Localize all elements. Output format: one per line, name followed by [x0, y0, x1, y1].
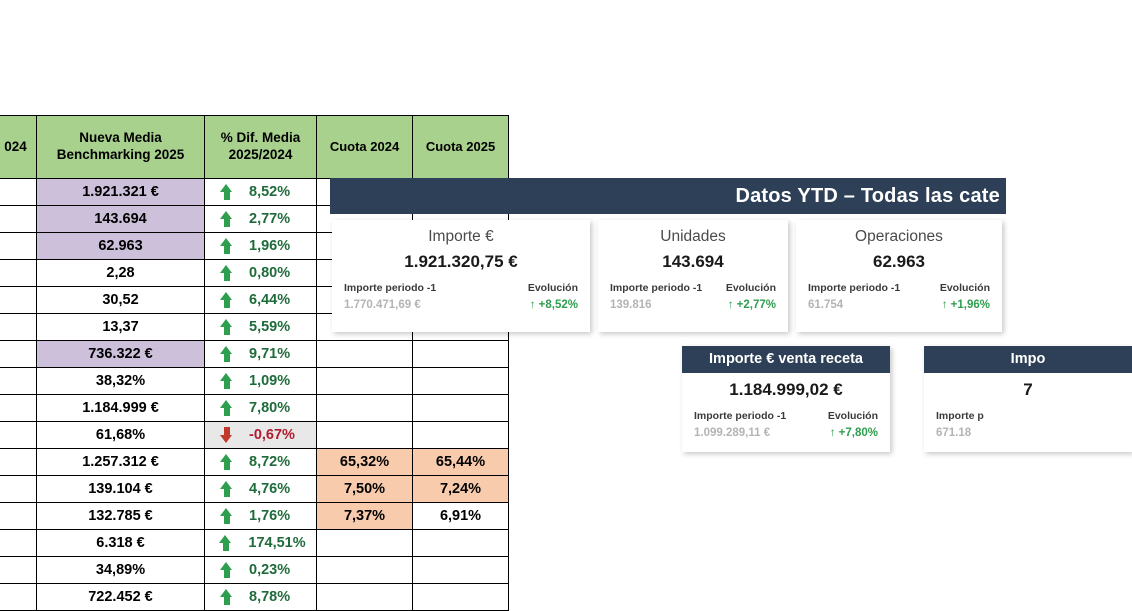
kpi-card-unidades-evo-label: Evolución: [725, 282, 776, 294]
table-row: [0, 449, 509, 476]
kpi-card-importe-prev-label: Importe periodo -1: [344, 282, 437, 294]
cell-dif-media[interactable]: [205, 503, 317, 530]
kpi-card-importe[interactable]: [332, 220, 590, 332]
cell-dif-media[interactable]: [205, 260, 317, 287]
kpi-card-operaciones-value: 62.963: [873, 252, 925, 271]
column-header-dif-media: [205, 116, 317, 179]
kpi-card-importe-secondary-title: Impo: [924, 346, 1132, 373]
cell-dif-media-value: 4,76%: [249, 481, 291, 497]
kpi-card-unidades-prev-value: 139.816: [610, 299, 652, 311]
cell-dif-media-value: 9,71%: [249, 346, 291, 362]
kpi-card-operaciones-evo-label: Evolución: [939, 282, 990, 294]
kpi-card-importe-secondary[interactable]: [924, 346, 1132, 452]
column-header-cuota-2024-label: Cuota 2024: [329, 138, 400, 154]
table-row: [0, 476, 509, 503]
cell-dif-media[interactable]: [205, 206, 317, 233]
dashboard-banner-title: Datos YTD – Todas las cate: [735, 184, 1000, 207]
arrow-up-icon: [220, 373, 233, 389]
cell-dif-media-value: 1,96%: [249, 238, 291, 254]
cell-dif-media[interactable]: [205, 584, 317, 611]
table-row: [0, 422, 509, 449]
cell-dif-media-value: 0,80%: [249, 265, 291, 281]
kpi-card-operaciones-evo-value: ↑ +1,96%: [941, 299, 990, 311]
kpi-card-venta-receta-value: 1.184.999,02 €: [729, 380, 843, 399]
cell-dif-media-value: 2,77%: [249, 211, 291, 227]
cell-year-2024[interactable]: [0, 449, 37, 476]
cell-nueva-media[interactable]: 1.921.321 €: [37, 179, 205, 206]
kpi-card-unidades-evo-value: ↑ +2,77%: [727, 299, 776, 311]
kpi-card-venta-receta[interactable]: [682, 346, 890, 452]
kpi-card-operaciones-title: Operaciones: [855, 228, 943, 245]
cell-year-2024[interactable]: [0, 206, 37, 233]
cell-nueva-media[interactable]: 139.104 €: [37, 476, 205, 503]
cell-year-2024[interactable]: [0, 476, 37, 503]
cell-dif-media[interactable]: [205, 395, 317, 422]
cell-cuota-2024[interactable]: [317, 530, 413, 557]
kpi-card-unidades-value: 143.694: [662, 252, 724, 271]
cell-dif-media-value: 8,52%: [249, 184, 291, 200]
cell-cuota-2024[interactable]: 7,50%: [317, 476, 413, 503]
arrow-up-icon: [220, 292, 233, 308]
kpi-card-unidades-title: Unidades: [660, 228, 726, 245]
cell-year-2024[interactable]: [0, 503, 37, 530]
table-row: [0, 557, 509, 584]
cell-dif-media[interactable]: [205, 449, 317, 476]
cell-dif-media-value: 8,72%: [249, 454, 291, 470]
cell-dif-media[interactable]: [205, 179, 317, 206]
cell-year-2024[interactable]: [0, 179, 37, 206]
kpi-card-venta-receta-prev-label: Importe periodo -1: [694, 410, 787, 422]
cell-year-2024[interactable]: [0, 368, 37, 395]
arrow-up-icon: [220, 265, 233, 281]
table-row: [0, 530, 509, 557]
cell-nueva-media[interactable]: 13,37: [37, 314, 205, 341]
cell-dif-media-value: 0,23%: [249, 562, 291, 578]
cell-cuota-2024[interactable]: [317, 422, 413, 449]
cell-year-2024[interactable]: [0, 557, 37, 584]
dashboard-panel: [330, 178, 1046, 439]
cell-nueva-media[interactable]: 62.963: [37, 233, 205, 260]
kpi-card-unidades-prev-label: Importe periodo -1: [610, 282, 703, 294]
cell-dif-media-value: 1,09%: [249, 373, 291, 389]
cell-dif-media[interactable]: [205, 287, 317, 314]
arrow-up-icon: [220, 400, 233, 416]
cell-cuota-2024[interactable]: [317, 557, 413, 584]
arrow-up-icon: [220, 184, 233, 200]
cell-cuota-2025[interactable]: [413, 530, 509, 557]
arrow-up-icon: [220, 589, 233, 605]
table-header-row: [0, 116, 509, 179]
column-header-cuota-2025-label: Cuota 2025: [425, 138, 496, 154]
kpi-card-venta-receta-evo-value: ↑ +7,80%: [829, 427, 878, 439]
arrow-down-icon: [220, 427, 233, 443]
cell-nueva-media[interactable]: 1.257.312 €: [37, 449, 205, 476]
cell-cuota-2025[interactable]: [413, 557, 509, 584]
column-header-nueva-media-line1: Nueva Media: [79, 130, 162, 146]
cell-year-2024[interactable]: [0, 287, 37, 314]
cell-nueva-media[interactable]: 143.694: [37, 206, 205, 233]
cell-dif-media[interactable]: [205, 314, 317, 341]
arrow-up-icon: [220, 562, 233, 578]
cell-dif-media-value: -0,67%: [249, 427, 295, 443]
column-header-cuota-2025: [413, 116, 509, 179]
kpi-card-importe-secondary-value: 7: [1023, 380, 1033, 399]
arrow-up-icon: [220, 346, 233, 362]
column-header-nueva-media-line2: Benchmarking 2025: [56, 147, 185, 162]
cell-dif-media-value: 7,80%: [249, 400, 291, 416]
kpi-card-importe-secondary-prev-label: Importe p: [936, 410, 984, 422]
cell-nueva-media[interactable]: 38,32%: [37, 368, 205, 395]
cell-year-2024[interactable]: [0, 260, 37, 287]
cell-dif-media-value: 6,44%: [249, 292, 291, 308]
cell-nueva-media[interactable]: 722.452 €: [37, 584, 205, 611]
table-row: [0, 503, 509, 530]
column-header-cuota-2024: [317, 116, 413, 179]
cell-dif-media-value: 8,78%: [249, 589, 291, 605]
arrow-up-icon: [220, 211, 233, 227]
cell-nueva-media[interactable]: 34,89%: [37, 557, 205, 584]
cell-nueva-media[interactable]: 6.318 €: [37, 530, 205, 557]
kpi-card-importe-evo-label: Evolución: [527, 282, 578, 294]
column-header-nueva-media: [37, 116, 205, 179]
cell-nueva-media[interactable]: 30,52: [37, 287, 205, 314]
cell-year-2024[interactable]: [0, 314, 37, 341]
table-row: [0, 584, 509, 611]
kpi-card-importe-secondary-prev-value: 671.18: [936, 427, 972, 439]
kpi-card-venta-receta-title: Importe € venta receta: [682, 346, 890, 373]
cell-dif-media-value: 174,51%: [248, 535, 306, 551]
cell-cuota-2025[interactable]: [413, 584, 509, 611]
cell-dif-media[interactable]: [205, 476, 317, 503]
arrow-up-icon: [219, 535, 232, 551]
cell-cuota-2025[interactable]: 65,44%: [413, 449, 509, 476]
cell-cuota-2025[interactable]: 6,91%: [413, 503, 509, 530]
kpi-card-importe-title: Importe €: [428, 228, 494, 245]
column-header-dif-media-line1: % Dif. Media: [220, 130, 301, 146]
cell-nueva-media[interactable]: 132.785 €: [37, 503, 205, 530]
cell-cuota-2024[interactable]: [317, 584, 413, 611]
cell-dif-media[interactable]: [205, 233, 317, 260]
arrow-up-icon: [220, 508, 233, 524]
cell-nueva-media[interactable]: 61,68%: [37, 422, 205, 449]
cell-dif-media[interactable]: [205, 368, 317, 395]
cell-year-2024[interactable]: [0, 584, 37, 611]
cell-year-2024[interactable]: [0, 233, 37, 260]
dashboard-banner: [330, 178, 1006, 214]
kpi-card-operaciones[interactable]: [796, 220, 1002, 332]
kpi-card-importe-value: 1.921.320,75 €: [404, 252, 518, 271]
kpi-card-venta-receta-prev-value: 1.099.289,11 €: [694, 427, 771, 439]
cell-year-2024[interactable]: [0, 530, 37, 557]
arrow-up-icon: [220, 454, 233, 470]
column-header-year-2024-line1: 024: [4, 138, 27, 154]
cell-nueva-media[interactable]: 2,28: [37, 260, 205, 287]
cell-dif-media[interactable]: [205, 422, 317, 449]
cell-cuota-2024[interactable]: 65,32%: [317, 449, 413, 476]
cell-dif-media[interactable]: [205, 557, 317, 584]
kpi-card-importe-evo-value: ↑ +8,52%: [529, 299, 578, 311]
cell-year-2024[interactable]: [0, 422, 37, 449]
kpi-card-operaciones-prev-value: 61.754: [808, 299, 844, 311]
cell-cuota-2025[interactable]: 7,24%: [413, 476, 509, 503]
cell-year-2024[interactable]: [0, 395, 37, 422]
cell-dif-media-value: 1,76%: [249, 508, 291, 524]
kpi-card-importe-prev-value: 1.770.471,69 €: [344, 299, 421, 311]
cell-nueva-media[interactable]: 736.322 €: [37, 341, 205, 368]
cell-dif-media[interactable]: [205, 530, 317, 557]
cell-cuota-2025[interactable]: [413, 422, 509, 449]
kpi-card-operaciones-prev-label: Importe periodo -1: [808, 282, 901, 294]
cell-dif-media-value: 5,59%: [249, 319, 291, 335]
kpi-card-unidades[interactable]: [598, 220, 788, 332]
arrow-up-icon: [220, 481, 233, 497]
column-header-year-2024: [0, 116, 37, 179]
cell-cuota-2024[interactable]: 7,37%: [317, 503, 413, 530]
arrow-up-icon: [220, 319, 233, 335]
kpi-card-venta-receta-evo-label: Evolución: [827, 410, 878, 422]
column-header-dif-media-line2: 2025/2024: [228, 147, 293, 162]
cell-nueva-media[interactable]: 1.184.999 €: [37, 395, 205, 422]
cell-dif-media[interactable]: [205, 341, 317, 368]
cell-year-2024[interactable]: [0, 341, 37, 368]
arrow-up-icon: [220, 238, 233, 254]
